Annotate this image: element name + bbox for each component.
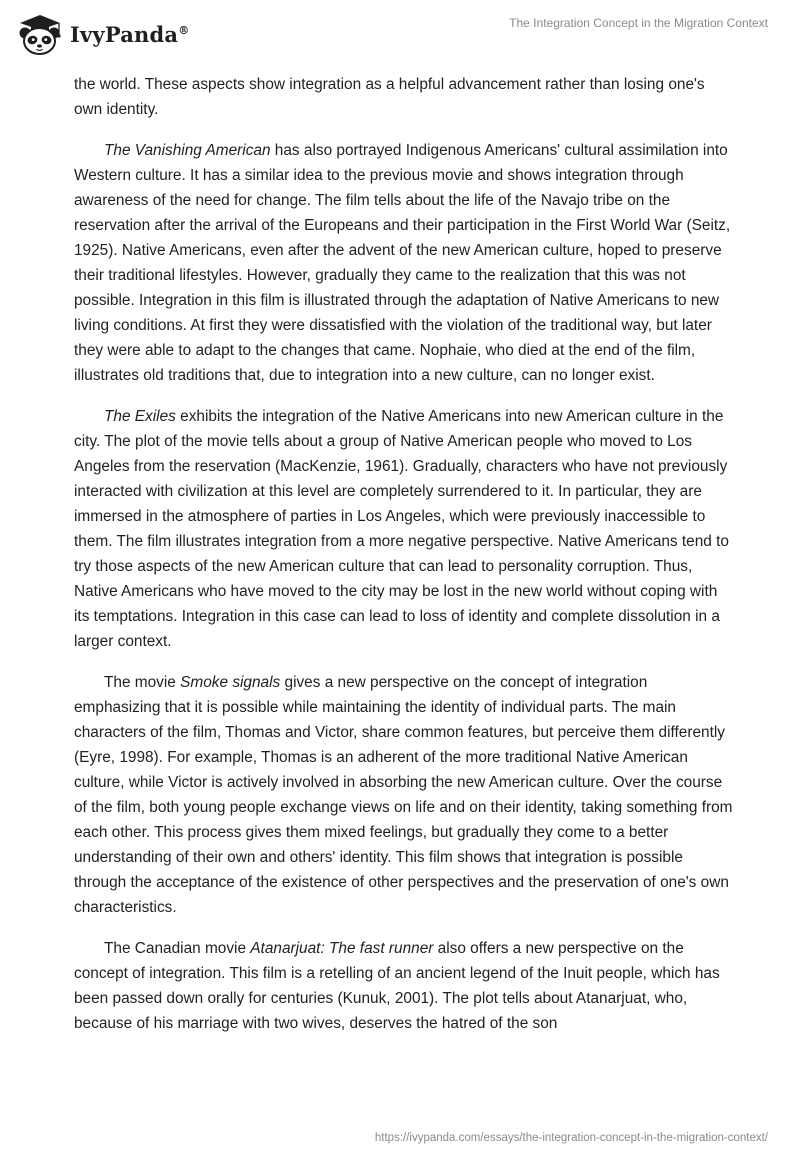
paragraph: [74, 670, 734, 920]
paragraph-text: the world. These aspects show integration as a helpful advancement rather than losing one's own identity.: [74, 76, 705, 118]
paragraph-text: also offers a new perspective on the concept of integration. This film is a retelling of an ancient legend of the Inuit people, which has been passed down orally for centuries (Kunuk, 2001). The plot tells about Atanarjuat, who, because of his marriage with two wives, deserves the hatred of the son: [74, 940, 720, 1032]
registered-mark: ®: [178, 23, 190, 37]
film-title: Atanarjuat: The fast runner: [250, 940, 434, 957]
brand-name: IvyPanda®: [70, 21, 190, 47]
film-title: The Vanishing American: [104, 142, 271, 159]
essay-body: [74, 72, 734, 1052]
paragraph: [74, 72, 734, 122]
paragraph-text: The Canadian movie: [104, 940, 251, 957]
page-header: [0, 0, 800, 70]
paragraph-text: has also portrayed Indigenous Americans' cultural assimilation into Western culture. It has a similar idea to the previous movie and shows integration through awareness of the need for change. The film tells about the life of the Navajo tribe on the reservation after the arrival of the Europeans and their participation in the First World War (Seitz, 1925). Native Americans, even after the advent of the new American culture, hoped to preserve their traditional lifestyles. However, gradually they came to the realization that this was not possible. Integration in this film is illustrated through the adaptation of Native Americans to new living conditions. At first they were dissatisfied with the violation of the traditional way, but later they were able to adapt to the changes that came. Nophaie, who died at the end of the film, illustrates old traditions that, due to integration into a new culture, can no longer exist.: [74, 142, 731, 384]
paragraph-text: exhibits the integration of the Native Americans into new American culture in the city. The plot of the movie tells about a group of Native American people who moved to Los Angeles from the reservation (MacKenzie, 1961). Gradually, characters who have not previously interacted with civilization at this level are completely surrendered to it. In particular, they are immersed in the atmosphere of parties in Los Angeles, which were previously inaccessible to them. The film illustrates integration from a more negative perspective. Native Americans tend to try those aspects of the new American culture that can lead to personality corruption. Thus, Native Americans who have moved to the city may be lost in the new world without coping with its temptations. Integration in this case can lead to loss of identity and complete dissolution in a larger context.: [74, 408, 729, 650]
brand-logo[interactable]: [14, 10, 189, 58]
film-title: The Exiles: [104, 408, 176, 425]
paragraph: [74, 404, 734, 654]
document-title: The Integration Concept in the Migration Context: [509, 16, 768, 30]
paragraph-text: The movie: [104, 674, 181, 691]
panda-graduate-icon: [14, 11, 64, 57]
paragraph: [74, 936, 734, 1036]
paragraph-text: gives a new perspective on the concept of integration emphasizing that it is possible while maintaining the identity of individual parts. The main characters of the film, Thomas and Victor, share common features, but perceive them differently (Eyre, 1998). For example, Thomas is an adherent of the more traditional Native American culture, while Victor is actively involved in absorbing the new American culture. Over the course of the film, both young people exchange views on life and on their identity, taking something from each other. This process gives them mixed feelings, but gradually they come to a better understanding of their own and others' identity. This film shows that integration is possible through the acceptance of the existence of other perspectives and the preservation of one's own characteristics.: [74, 674, 733, 916]
paragraph: [74, 138, 734, 388]
source-url[interactable]: https://ivypanda.com/essays/the-integration-concept-in-the-migration-context/: [374, 1132, 768, 1144]
film-title: Smoke signals: [180, 674, 281, 691]
